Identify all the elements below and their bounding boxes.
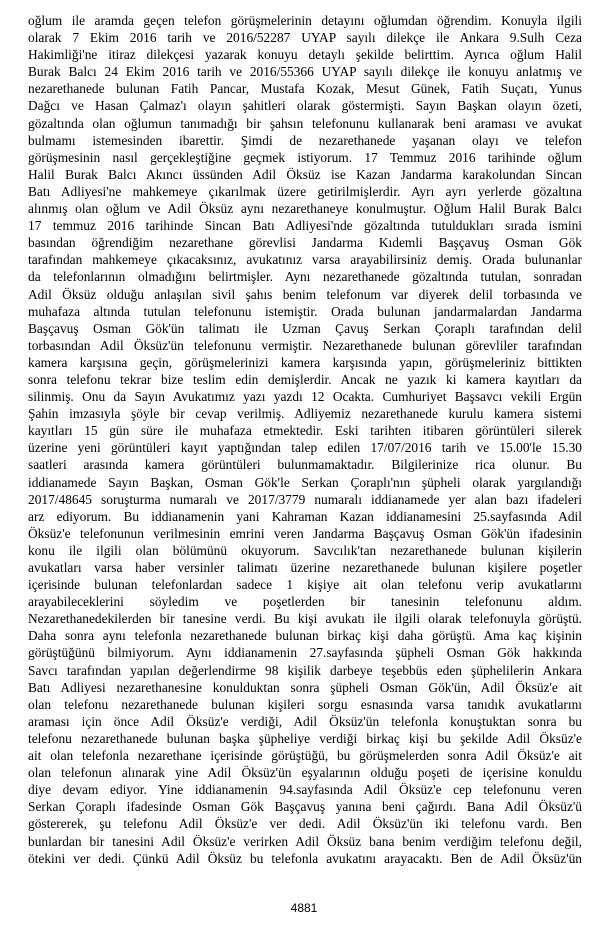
text-line: Şahin imzasıyla şöyle bir cevap verilmiş. Adliyemiz nezarethanede kurulu kamera sistemi (28, 406, 582, 422)
text-line: muhafaza altında tutulan telefonunu istemiştir. Orada bulunan jandarmalardan Jandarma (28, 303, 582, 319)
text-line: Daha sonra aynı telefonla nezarethanede bulunan birkaç kişi daha görüştü. Ama kaç kişinin (28, 628, 582, 644)
text-line: diye devam ediyor. Yine iddianamenin 94.sayfasında Adil Öksüz'e cep telefonunu veren (28, 782, 582, 798)
text-line: Savcı tarafından yapılan değerlendirme 98 kişilik darbeye teşebbüs eden şüphelilerin Ankara (28, 662, 582, 678)
text-line: telefonu nezarethanede bulunan başka şüpheliye verdiği birkaç kişi bu şekilde Adil Öksüz'e (28, 730, 582, 746)
text-line: avukatları varsa haber versinler talimatı üzerine nezarethanede bulunan kişilere poşetler (28, 560, 582, 575)
text-line: Hakimliği'ne itiraz dilekçesi yazarak konuyu detaylı şekilde belirttim. Ayrıca oğlum Halil (28, 47, 582, 63)
text-line: torbasından Adil Öksüz'ün telefonunu vermiştir. Nezarethanede bulunan görevliler tarafından (28, 337, 582, 353)
text-line: silinmiş. Onu da Sayın Avukatımız yazı yazdı 12 Ocakta. Cumhuriyet Başsavcı vekili Ergün (28, 389, 582, 405)
text-line: göstererek, şu telefonu Adil Öksüz'e ver dedi. Adil Öksüz'ün iki telefonu vardı. Ben (28, 816, 582, 832)
text-line: konu ile ilgili olan bölümünü okuyorum. Savcılık'tan nezarethanede bulunan kişilerin (28, 542, 582, 558)
text-line: 17 temmuz 2016 tarihinde Sincan Batı Adliyesi'nde gözaltında tutuldukları sırada ismini (28, 218, 582, 234)
text-line: ait olan telefonla nezarethane içerisinde görüştüğü, bu görüşmelerden sonra Adil Öksüz'e ait (28, 748, 582, 764)
text-line: Nezarethanedekilerden bir tanesine verdi. Bu kişi avukatı ile ilgili olarak telefonuyla görüştü. (28, 611, 582, 627)
text-line: Burak Balcı 24 Ekim 2016 tarih ve 2016/55366 UYAP sayılı dilekçe ile konuyu anlatmış ve (28, 64, 582, 80)
text-line: araması için önce Adil Öksüz'e verdiği, Adil Öksüz'ün telefonla konuştuktan sonra bu (28, 713, 582, 729)
text-line: da telefonlarının olmadığını belirtmişler. Aynı nezarethanede gözaltında tutulan, sonradan (28, 269, 582, 285)
text-line: Dağcı ve Hasan Çalmaz'ı olayın şahitleri olarak göstermişti. Sayın Başkan olayın özeti, (28, 98, 582, 114)
text-line: sonra telefonu tekrar bize teslim edin demişlerdir. Ancak ne yazık ki kamera kayıtları da (28, 371, 582, 387)
text-line: iddianamede Sayın Başkan, Osman Gök'le Serkan Çoraplı'nın şüpheli olarak yargılandığı (28, 474, 582, 490)
text-line: tarafından mahkemeye çıkacaksınız, avukatınız varsa arayabilirsiniz demiş. Orada bulunanlar (28, 252, 582, 268)
text-line: 2017/48645 soruşturma numaralı ve 2017/3779 numaralı iddianamede yer alan bazı ifadeleri (28, 491, 582, 507)
text-line: olan telefonu nezarethanede bulunan kişileri sorgu esnasında varsa tanıdık avukatlarını (28, 696, 582, 712)
text-line: saatleri arasında kamera görüntüleri bulunmamaktadır. Bilgilerinize rica olunur. Bu (28, 457, 582, 473)
text-line: Serkan Çoraplı ifadesinde Osman Gök Başçavuş yanına beni çağırdı. Bana Adil Öksüz'ü (28, 799, 582, 815)
text-line: bulmamı istemesinden ibarettir. Şimdi de nezarethanede yaşanan olayı ve telefon (28, 132, 582, 148)
text-line: basından öğrendiğim nezarethane görevlisi Jandarma Kıdemli Başçavuş Osman Gök (28, 235, 582, 251)
text-line: kamera karşısına geçin, görüşmelerinizi kamera karşısında yapın, görüşmeleriniz bittikten (28, 354, 582, 370)
text-line: Batı Adliyesi nezarethanesine konulduktan sonra şüpheli Osman Gök'ün, Adil Öksüz'e ait (28, 679, 582, 695)
page-number: 4881 (290, 901, 318, 915)
text-line: olarak 7 Ekim 2016 tarih ve 2016/52287 UYAP sayılı dilekçe ile Ankara 9.Sulh Ceza (28, 30, 582, 46)
text-line: bunlardan bir tanesini Adil Öksüz'e verirken Adil Öksüz bana benim verdiğim telefonu değil, (28, 833, 582, 849)
text-line: Öksüz'e telefonunun verilmesinin emrini veren Jandarma Başçavuş Osman Gök'ün ifadesinin (28, 525, 582, 541)
document-body (28, 12, 582, 867)
text-line: olan telefonun alınarak yine Adil Öksüz'ün eşyalarının olduğu poşeti de içerisine konuldu (28, 765, 582, 781)
text-line: nezarethanede bulunan Fatih Pancar, Mustafa Kozak, Mesut Günek, Fatih Suçatı, Yunus (28, 81, 582, 97)
text-line: arayabileceklerini söyledim ve poşetlerden bir tanesinin telefonunu aldım. (28, 594, 582, 610)
text-line: görüştüğünü bilmiyorum. Aynı iddianamenin 27.sayfasında şüpheli Osman Gök hakkında (28, 645, 582, 661)
text-line: ötekini ver dedi. Çünkü Adil Öksüz bu telefonla avukatını arayacaktı. Ben de Adil Öksüz'ün (28, 850, 582, 866)
text-line: kayıtları 15 gün süre ile muhafaza etmektedir. Eski tarihten itibaren görüntüleri silerek (28, 423, 582, 439)
text-line: alınmış olan oğlum ve Adil Öksüz aynı nezarethaneye konulmuştur. Oğlum Halil Burak Balcı (28, 201, 582, 217)
text-line: oğlum ile aramda geçen telefon görüşmelerinin detayını oğlumdan öğrendim. Konuyla ilgili (28, 13, 582, 28)
text-line: Adil Öksüz olduğu anlaşılan sivil şahıs benim telefonum var diyerek delil torbasında ve (28, 286, 582, 302)
text-line: içerisinde bulunan telefonlardan sadece 1 kişiye ait olan telefonu verip avukatlarını (28, 577, 582, 593)
text-line: gözaltında olan oğlumun tanımadığı bir şahsın telefonunu kullanarak beni araması ve avukat (28, 115, 582, 131)
text-line: Halil Burak Balcı Akıncı üssünden Adil Öksüz ise Kazan Jandarma karakolundan Sincan (28, 166, 582, 182)
text-line: Batı Adliyesi'ne mahkemeye çıkarılmak üzere getirilmişlerdir. Ayrı ayrı yerlerde gözaltına (28, 183, 582, 199)
text-line: arz ediyorum. Bu iddianamenin yani Kahraman Kazan iddianamesini 25.sayfasında Adil (28, 508, 582, 524)
text-line: üzerine yeni görüntüleri kayıt yaptığından talep edilen 17/07/2016 tarih ve 15.00'le 15.30 (28, 440, 582, 456)
text-line: Başçavuş Osman Gök'ün talimatı ile Uzman Çavuş Serkan Çoraplı tarafından delil (28, 320, 582, 336)
text-line: görüşmesinin nasıl gerçekleştiğine geçmek istiyorum. 17 Temmuz 2016 tarihinde oğlum (28, 149, 582, 165)
